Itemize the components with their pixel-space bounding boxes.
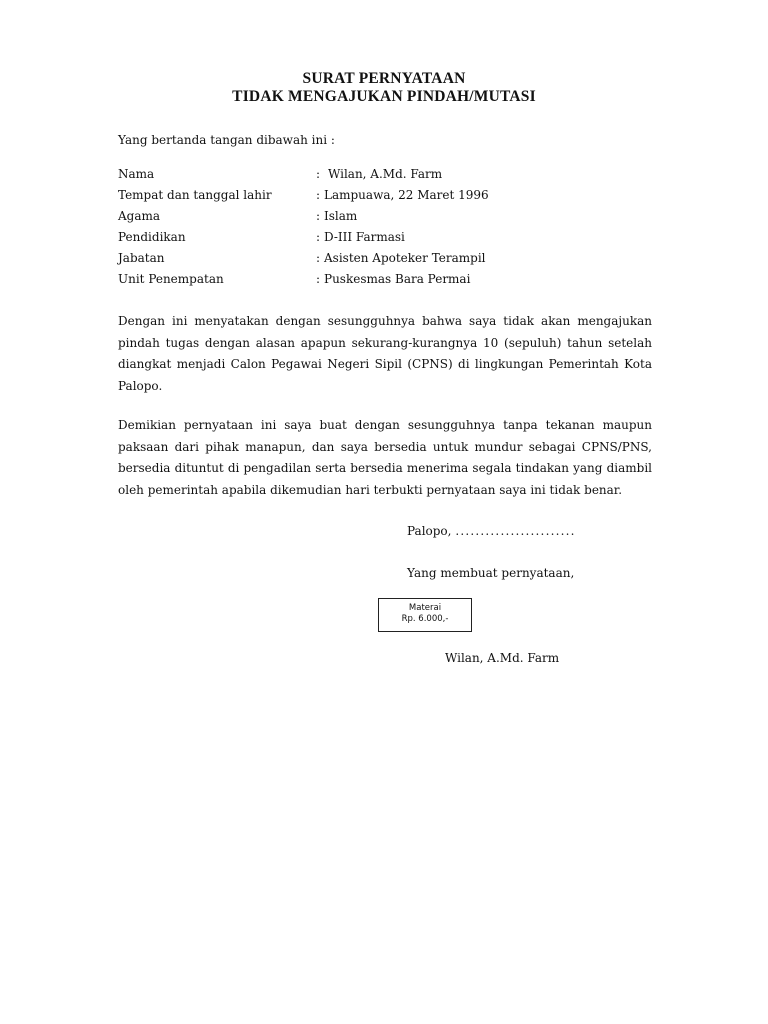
field-label: Tempat dan tanggal lahir	[118, 188, 272, 202]
field-colon: :	[316, 251, 321, 265]
materai-stamp-box	[378, 598, 472, 632]
field-unit-penempatan	[118, 272, 658, 292]
maker-label: Yang membuat pernyataan,	[407, 566, 575, 580]
signer-name: Wilan, A.Md. Farm	[445, 651, 560, 665]
stamp-value: Rp. 6.000,-	[401, 614, 449, 624]
field-colon: :	[316, 272, 321, 286]
field-label: Pendidikan	[118, 230, 186, 244]
field-colon: :	[316, 188, 321, 202]
field-colon: :	[316, 167, 321, 181]
date-placeholder: ........................	[455, 524, 576, 538]
field-value: Islam	[324, 209, 358, 223]
field-colon: :	[316, 209, 321, 223]
field-label: Unit Penempatan	[118, 272, 224, 286]
title-line-1: SURAT PERNYATAAN	[302, 70, 466, 87]
closing-paragraph: Demikian pernyataan ini saya buat dengan sesungguhnya tanpa tekanan maupun paksaan dari pihak manapun, dan saya bersedia untuk mundur sebagai CPNS/PNS, bersedia dituntut di pengadilan serta bersedia menerima segala tindakan yang diambil oleh pemerintah apabila dikemudian hari terbukti pernyataan saya ini tidak benar.	[118, 418, 652, 497]
field-value: D-III Farmasi	[324, 230, 405, 244]
field-jabatan	[118, 251, 658, 271]
field-nama	[118, 167, 658, 187]
field-colon: :	[316, 230, 321, 244]
statement-paragraph: Dengan ini menyatakan dengan sesungguhnya bahwa saya tidak akan mengajukan pindah tugas dengan alasan apapun sekurang-kurangnya 10 (sepuluh) tahun setelah diangkat menjadi Calon Pegawai Negeri Sipil (CPNS) di lingkungan Pemerintah Kota Palopo.	[118, 314, 652, 393]
place-date-line	[407, 524, 576, 538]
title-line-2: TIDAK MENGAJUKAN PINDAH/MUTASI	[232, 88, 536, 105]
field-agama	[118, 209, 658, 229]
field-value: Puskesmas Bara Permai	[324, 272, 471, 286]
intro-text: Yang bertanda tangan dibawah ini :	[118, 133, 335, 147]
field-tempat-tanggal-lahir	[118, 188, 658, 208]
stamp-label: Materai	[408, 603, 442, 613]
field-pendidikan	[118, 230, 658, 250]
field-value: Wilan, A.Md. Farm	[328, 167, 443, 181]
place-text: Palopo,	[407, 524, 452, 538]
field-value: Lampuawa, 22 Maret 1996	[324, 188, 489, 202]
field-label: Nama	[118, 167, 155, 181]
field-label: Agama	[118, 209, 161, 223]
field-label: Jabatan	[118, 251, 165, 265]
field-value: Asisten Apoteker Terampil	[324, 251, 486, 265]
